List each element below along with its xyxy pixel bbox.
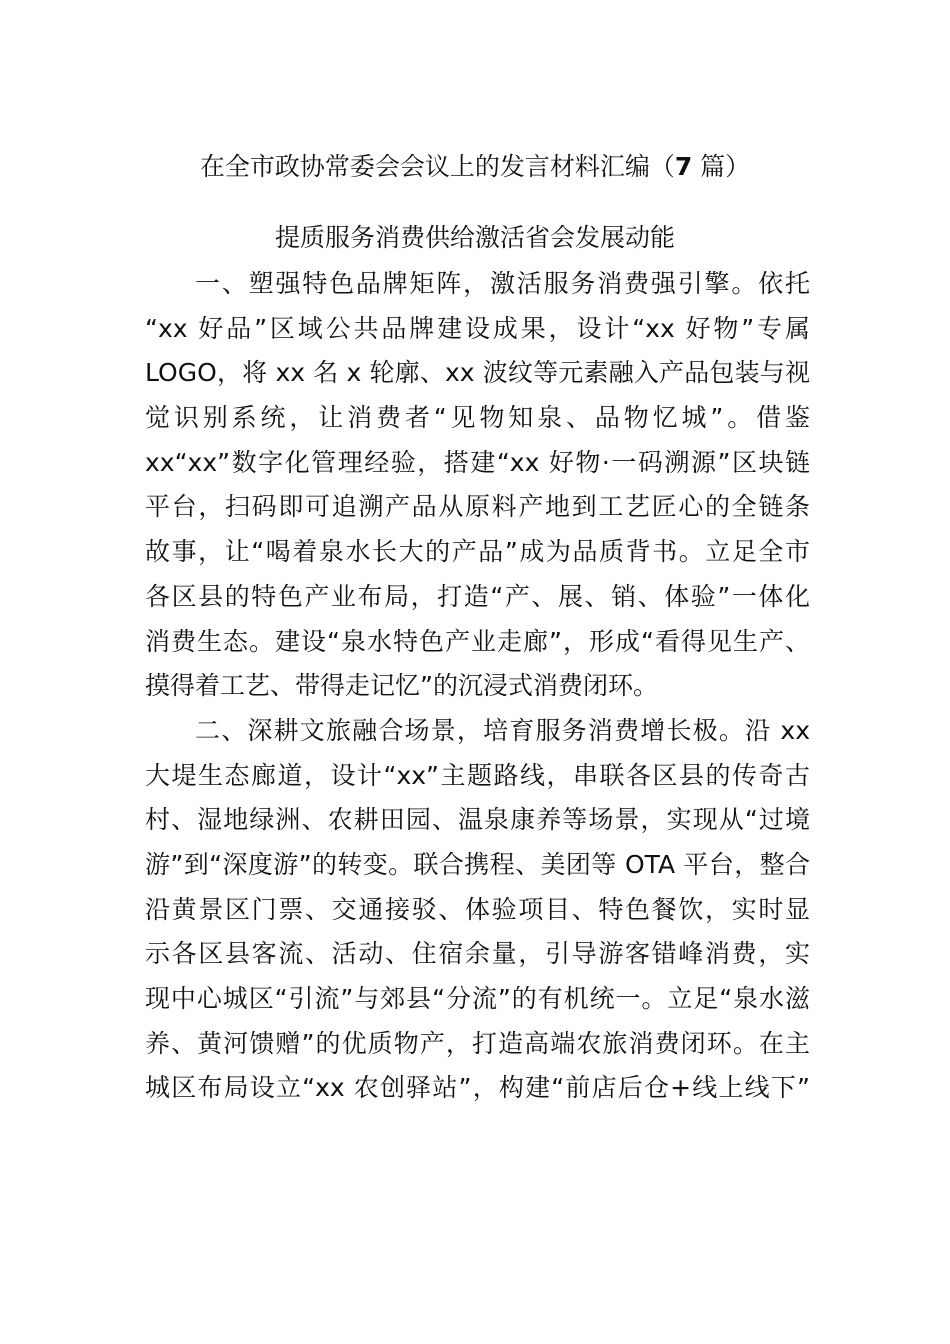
paragraph-1-line-10: 摸得着工艺、带得走记忆”的沉浸式消费闭环。 <box>145 671 658 701</box>
paragraph-1-line-7: 故事，让“喝着泉水长大的产品”成为品质背书。立足全市 <box>145 537 810 567</box>
paragraph-2-line-2: 大堤生态廊道，设计“xx”主题路线，串联各区县的传奇古 <box>145 760 810 790</box>
paragraph-1-line-6: 平台，扫码即可追溯产品从原料产地到工艺匠心的全链条 <box>145 492 810 522</box>
paragraph-2-line-5: 沿黄景区门票、交通接驳、体验项目、特色餐饮，实时显 <box>145 894 810 924</box>
paragraph-2-line-8: 养、黄河馈赠”的优质物产，打造高端农旅消费闭环。在主 <box>145 1028 810 1058</box>
document-title-end: 篇） <box>692 152 751 181</box>
paragraph-2-line-7: 现中心城区“引流”与郊县“分流”的有机统一。立足“泉水滋 <box>145 984 810 1013</box>
paragraph-1-line-2: “xx 好品”区域公共品牌建设成果，设计“xx 好物”专属 <box>145 313 810 343</box>
paragraph-1-line-8: 各区县的特色产业布局，打造“产、展、销、体验”一体化 <box>145 581 810 611</box>
paragraph-1-line-1: 一、塑强特色品牌矩阵，激活服务消费强引擎。依托 <box>195 269 810 298</box>
paragraph-1-line-3: LOGO，将 xx 名 x 轮廓、xx 波纹等元素融入产品包装与视 <box>145 358 810 388</box>
paragraph-1-line-4: 觉识别系统，让消费者“见物知泉、品物忆城”。借鉴 <box>145 403 810 433</box>
document-title <box>0 145 950 189</box>
paragraph-1-line-5: xx“xx”数字化管理经验，搭建“xx 好物·一码溯源”区块链 <box>145 447 810 477</box>
document-body <box>145 262 810 1111</box>
document-subtitle: 提质服务消费供给激活省会发展动能 <box>274 223 675 252</box>
paragraph-2-line-4: 游”到“深度游”的转变。联合携程、美团等 OTA 平台，整合 <box>145 849 810 879</box>
paragraph-2-line-6: 示各区县客流、活动、住宿余量，引导游客错峰消费，实 <box>145 939 810 969</box>
document-title-number: 7 <box>674 152 693 181</box>
paragraph-2-line-9: 城区布局设立“xx 农创驿站”，构建“前店后仓+线上线下” <box>145 1073 810 1103</box>
document-title-main: 在全市政协常委会会议上的发言材料汇编（ <box>199 152 675 181</box>
paragraph-2-line-3: 村、湿地绿洲、农耕田园、温泉康养等场景，实现从“过境 <box>145 805 810 835</box>
paragraph-1-line-9: 消费生态。建设“泉水特色产业走廊”，形成“看得见生产、 <box>145 626 810 656</box>
paragraph-2-line-1: 二、深耕文旅融合场景，培育服务消费增长极。沿 xx <box>195 715 810 745</box>
